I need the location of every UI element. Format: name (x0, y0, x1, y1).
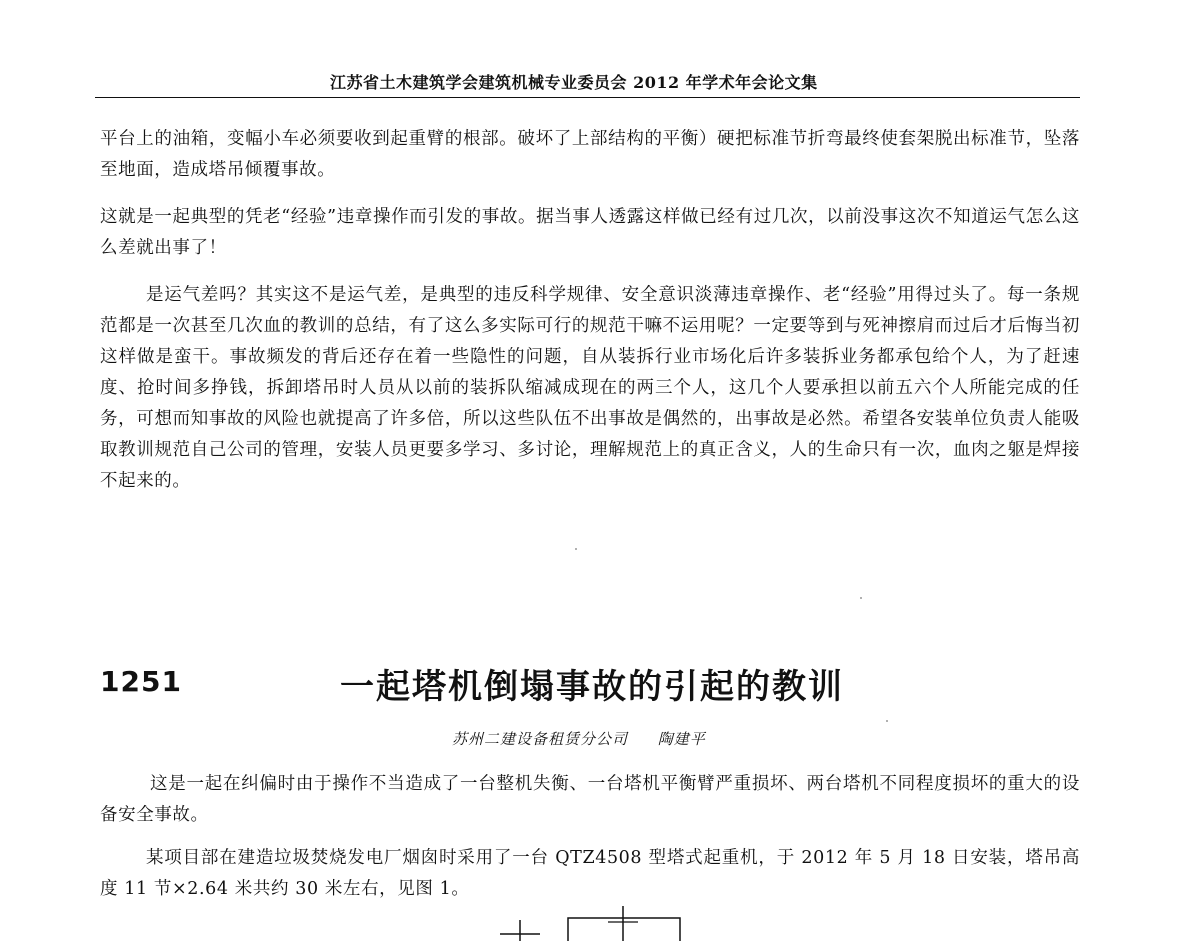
figure-1-partial (480, 906, 700, 941)
scan-speck (860, 597, 862, 599)
author-affiliation: 苏州二建设备租赁分公司 (452, 730, 629, 748)
body-paragraph: 这就是一起典型的凭老“经验”违章操作而引发的事故。据当事人透露这样做已经有过几次，以前没事这次不知道运气怎么这么差就出事了！ (100, 207, 1080, 258)
header-divider (95, 97, 1080, 98)
article-paragraph: 这是一起在纠偏时由于操作不当造成了一台整机失衡、一台塔机平衡臂严重损坏、两台塔机不同程度损坏的重大的设备安全事故。 (100, 774, 1080, 825)
running-header: 江苏省土木建筑学会建筑机械专业委员会 2012 年学术年会论文集 (330, 73, 818, 92)
author-name: 陶建平 (657, 730, 706, 748)
scan-speck (575, 548, 577, 550)
article-number: 1251 (100, 665, 182, 698)
body-paragraph: 平台上的油箱，变幅小车必须要收到起重臂的根部。破坏了上部结构的平衡）硬把标准节折弯最终使套架脱出标准节，坠落至地面，造成塔吊倾覆事故。 (100, 129, 1080, 180)
byline (452, 728, 706, 749)
article-title: 一起塔机倒塌事故的引起的教训 (340, 667, 844, 707)
scan-speck (886, 720, 888, 722)
body-paragraph: 是运气差吗？其实这不是运气差，是典型的违反科学规律、安全意识淡薄违章操作、老“经验”用得过头了。每一条规范都是一次甚至几次血的教训的总结，有了这么多实际可行的规范干嘛不运用呢？一定要等到与死神擦肩而过后才后悔当初这样做是蛮干。事故频发的背后还存在着一些隐性的问题，自从装拆行业市场化后许多装拆业务都承包给个人，为了赶速度、抢时间多挣钱，拆卸塔吊时人员从以前的装拆队缩减成现在的两三个人，这几个人要承担以前五六个人所能完成的任务，可想而知事故的风险也就提高了许多倍，所以这些队伍不出事故是偶然的，出事故是必然。希望各安装单位负责人能吸取教训规范自己公司的管理，安装人员更要多学习、多讨论，理解规范上的真正含义，人的生命只有一次，血肉之躯是焊接不起来的。 (100, 285, 1080, 491)
article-paragraph: 某项目部在建造垃圾焚烧发电厂烟囱时采用了一台 QTZ4508 型塔式起重机，于 2012 年 5 月 18 日安装，塔吊高度 11 节×2.64 米共约 30 米左右，见图 1。 (100, 848, 1080, 899)
